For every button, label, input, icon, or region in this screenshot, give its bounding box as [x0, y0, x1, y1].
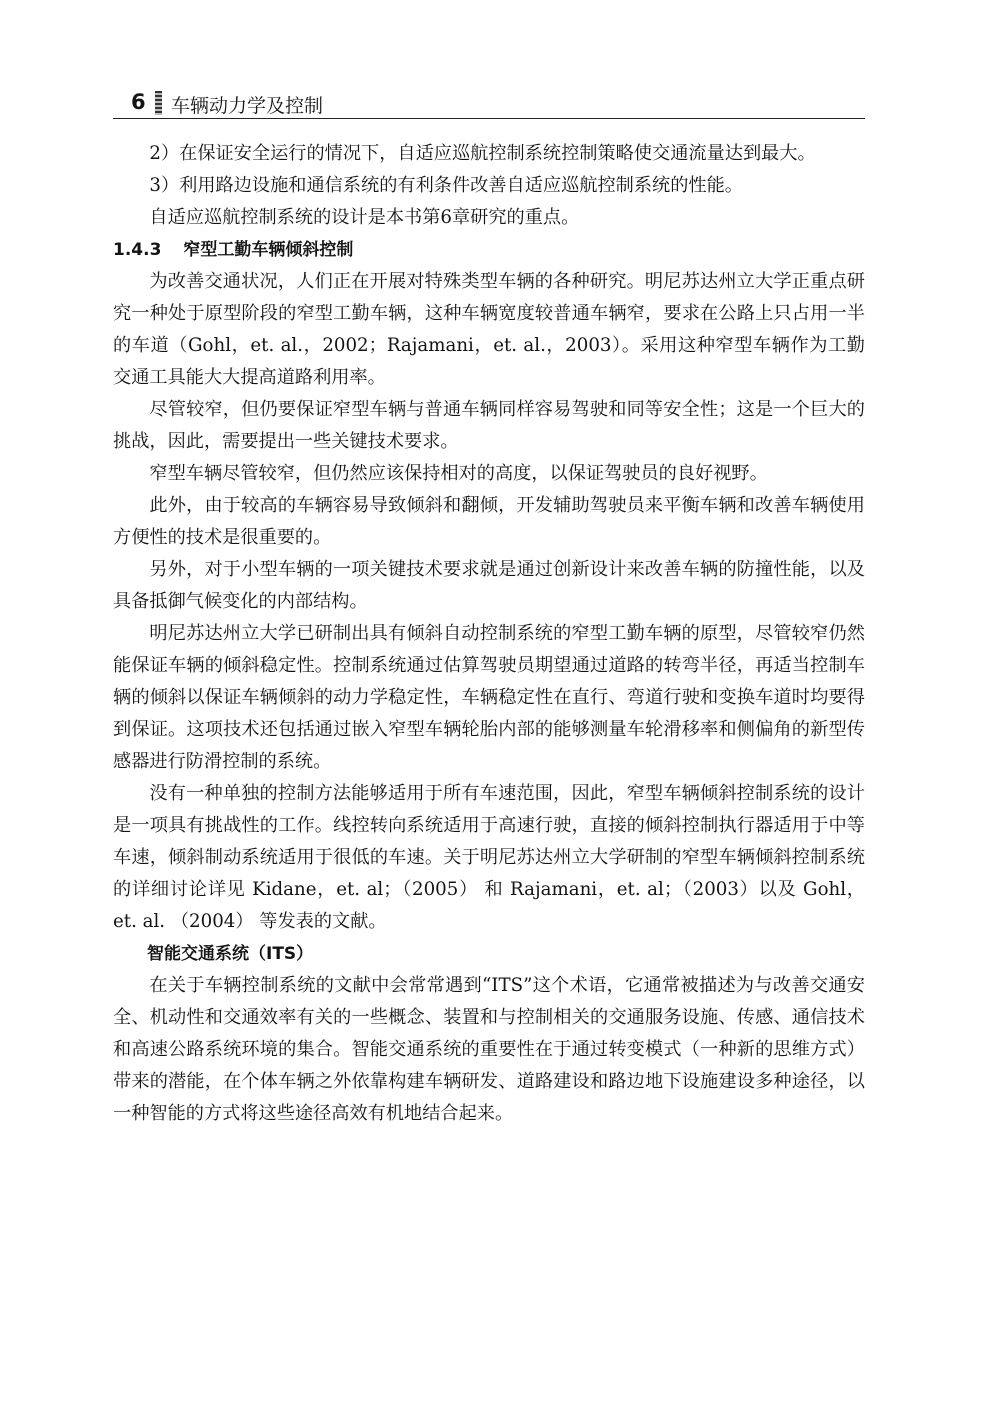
section-title: 窄型工勤车辆倾斜控制 — [183, 240, 354, 260]
section-heading — [113, 234, 865, 266]
paragraph: 此外，由于较高的车辆容易导致倾斜和翻倾，开发辅助驾驶员来平衡车辆和改善车辆使用方便性的技术是很重要的。 — [113, 495, 865, 548]
page-body — [113, 138, 865, 1130]
paragraph: 为改善交通状况，人们正在开展对特殊类型车辆的各种研究。明尼苏达州立大学正重点研究一种处于原型阶段的窄型工勤车辆，这种车辆宽度较普通车辆窄，要求在公路上只占用一半的车道（Gohl，et. al.，2002；Rajamani，et. al.，2003）。采用这种窄型车辆作为工勤交通工具能大大提高道路利用率。 — [113, 271, 865, 388]
paragraph: 尽管较窄，但仍要保证窄型车辆与普通车辆同样容易驾驶和同等安全性；这是一个巨大的挑战，因此，需要提出一些关键技术要求。 — [113, 399, 865, 452]
paragraph: 窄型车辆尽管较窄，但仍然应该保持相对的高度，以保证驾驶员的良好视野。 — [149, 463, 768, 484]
subsection-heading: 智能交通系统（ITS） — [147, 944, 314, 964]
page-number: 6 — [131, 90, 146, 114]
list-item-2: 2）在保证安全运行的情况下，自适应巡航控制系统控制策略使交通流量达到最大。 — [149, 143, 816, 164]
running-header — [113, 88, 865, 119]
paragraph: 没有一种单独的控制方法能够适用于所有车速范围，因此，窄型车辆倾斜控制系统的设计是一项具有挑战性的工作。线控转向系统适用于高速行驶，直接的倾斜控制执行器适用于中等车速，倾斜制动系统适用于很低的车速。关于明尼苏达州立大学研制的窄型车辆倾斜控制系统的详细讨论详见 Kidane，et. al；（2005） 和 Rajamani，et. al；（2003）以及 Gohl，et. al. （2004） 等发表的文献。 — [113, 783, 865, 932]
paragraph: 在关于车辆控制系统的文献中会常常遇到“ITS”这个术语，它通常被描述为与改善交通安全、机动性和交通效率有关的一些概念、装置和与控制相关的交通服务设施、传感、通信技术和高速公路系统环境的集合。智能交通系统的重要性在于通过转变模式（一种新的思维方式）带来的潜能，在个体车辆之外依靠构建车辆研发、道路建设和路边地下设施建设多种途径，以一种智能的方式将这些途径高效有机地结合起来。 — [113, 975, 865, 1124]
header-decoration-bar — [155, 91, 162, 115]
chapter-note: 自适应巡航控制系统的设计是本书第6章研究的重点。 — [149, 207, 580, 228]
paragraph: 另外，对于小型车辆的一项关键技术要求就是通过创新设计来改善车辆的防撞性能，以及具备抵御气候变化的内部结构。 — [113, 559, 865, 612]
paragraph: 明尼苏达州立大学已研制出具有倾斜自动控制系统的窄型工勤车辆的原型，尽管较窄仍然能保证车辆的倾斜稳定性。控制系统通过估算驾驶员期望通过道路的转弯半径，再适当控制车辆的倾斜以保证车辆倾斜的动力学稳定性，车辆稳定性在直行、弯道行驶和变换车道时均要得到保证。这项技术还包括通过嵌入窄型车辆轮胎内部的能够测量车轮滑移率和侧偏角的新型传感器进行防滑控制的系统。 — [113, 623, 865, 772]
list-item-3: 3）利用路边设施和通信系统的有利条件改善自适应巡航控制系统的性能。 — [149, 175, 743, 196]
section-number: 1.4.3 — [113, 240, 162, 260]
running-header-title: 车辆动力学及控制 — [171, 95, 324, 117]
